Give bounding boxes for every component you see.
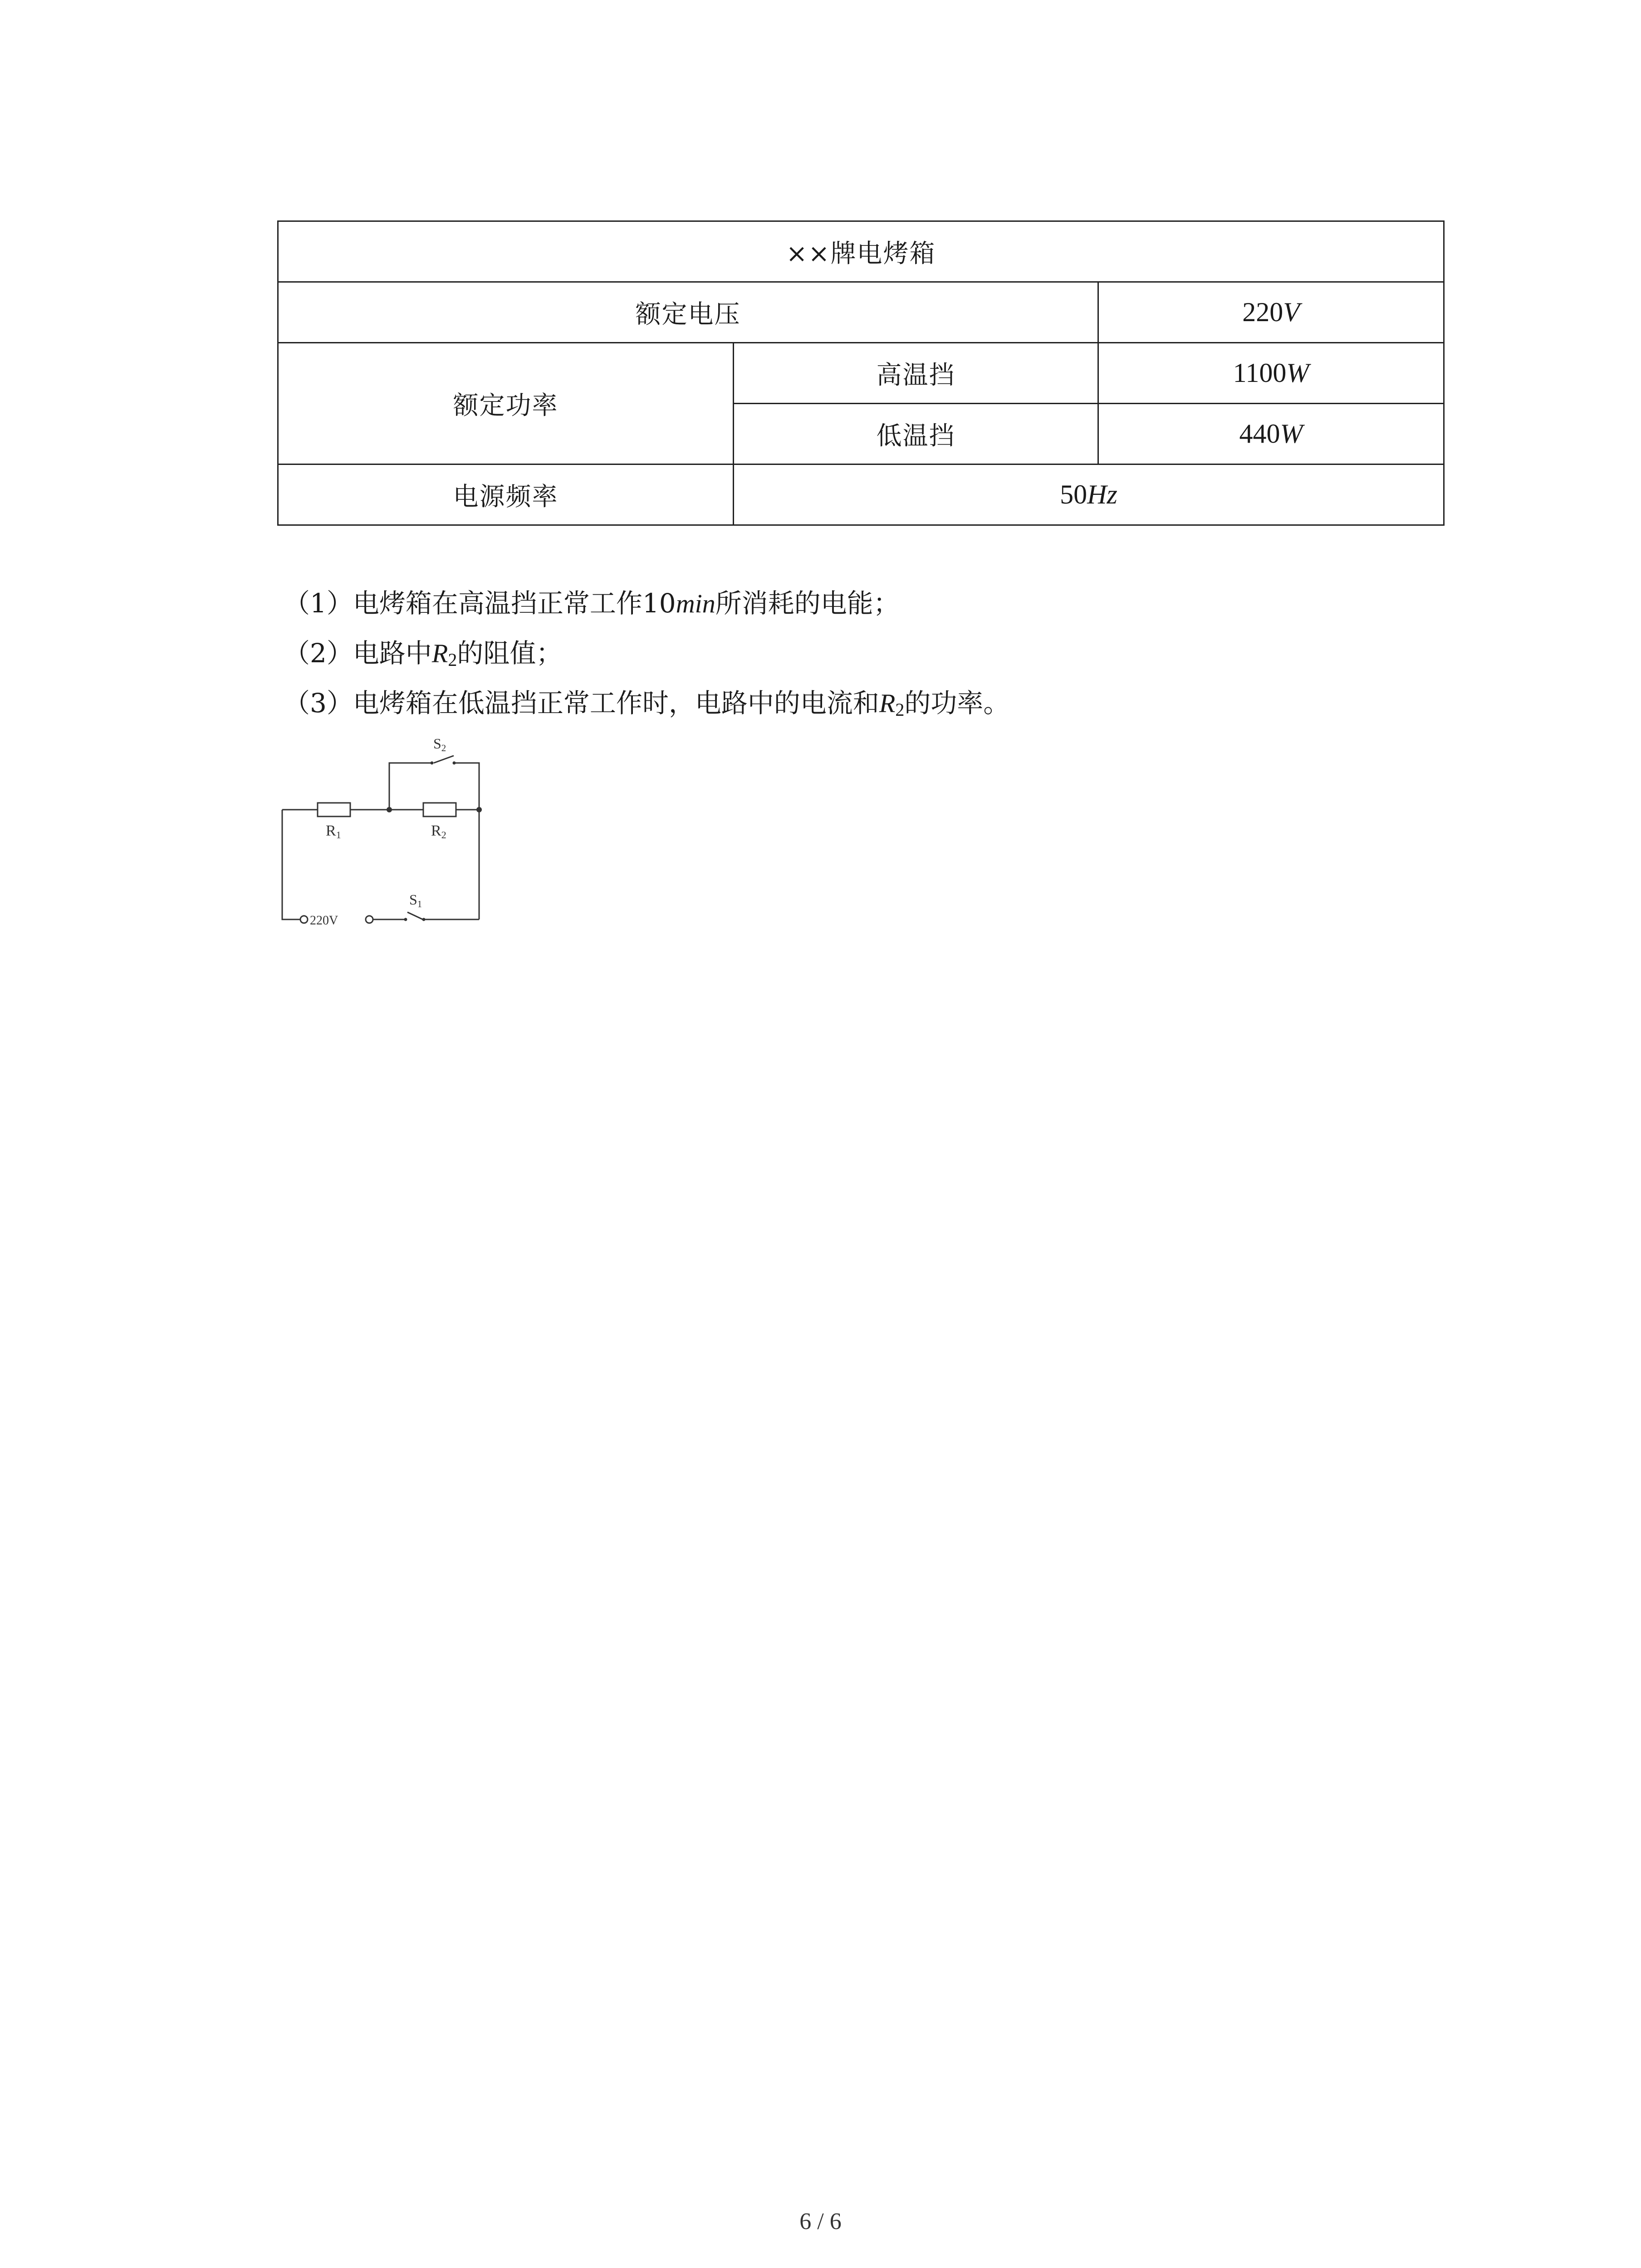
circuit-diagram bbox=[277, 726, 485, 930]
source-terminal bbox=[366, 916, 373, 923]
question-2: （2）电路中$R_2$的阻值； bbox=[284, 638, 563, 670]
switch-s2-contact bbox=[431, 762, 434, 765]
switch-s1-blade bbox=[407, 912, 423, 919]
spec-table bbox=[277, 220, 1445, 526]
question-list bbox=[284, 578, 1418, 728]
low-setting-label: 低温挡 bbox=[734, 404, 1098, 464]
wire bbox=[455, 763, 479, 810]
r2-label: R2 bbox=[431, 822, 446, 841]
rated-power-label: 额定功率 bbox=[278, 343, 734, 464]
table-title: ××牌电烤箱 bbox=[278, 221, 1444, 282]
wire bbox=[282, 810, 300, 919]
resistor-r1 bbox=[318, 803, 350, 816]
high-setting-label: 高温挡 bbox=[734, 343, 1098, 404]
table-row bbox=[278, 464, 1444, 525]
frequency-label: 电源频率 bbox=[278, 464, 734, 525]
junction-dot bbox=[476, 807, 482, 812]
table-row bbox=[278, 221, 1444, 282]
switch-s1-contact bbox=[422, 918, 426, 921]
s2-label: S2 bbox=[433, 735, 446, 753]
question-3: （3）电烤箱在低温挡正常工作时，电路中的电流和$R_2$的功率。 bbox=[284, 688, 1010, 720]
table-row bbox=[278, 282, 1444, 343]
frequency-value: 50Hz bbox=[734, 464, 1444, 525]
switch-s2-blade bbox=[434, 756, 454, 763]
source-terminal bbox=[300, 916, 308, 923]
table-row bbox=[278, 343, 1444, 404]
s1-label: S1 bbox=[409, 891, 422, 909]
switch-s2-contact bbox=[453, 762, 456, 765]
rated-voltage-label: 额定电压 bbox=[278, 282, 1098, 343]
question-1: （1）电烤箱在高温挡正常工作10min所消耗的电能； bbox=[284, 588, 900, 619]
page-number: 6 / 6 bbox=[799, 2209, 842, 2234]
switch-s1-contact bbox=[404, 918, 407, 921]
low-setting-value: 440W bbox=[1098, 404, 1444, 464]
rated-voltage-value: 220V bbox=[1098, 282, 1444, 343]
r1-label: R1 bbox=[326, 822, 341, 841]
high-setting-value: 1100W bbox=[1098, 343, 1444, 404]
source-label: 220V bbox=[310, 914, 338, 928]
junction-dot bbox=[387, 807, 392, 812]
resistor-r2 bbox=[423, 803, 456, 816]
